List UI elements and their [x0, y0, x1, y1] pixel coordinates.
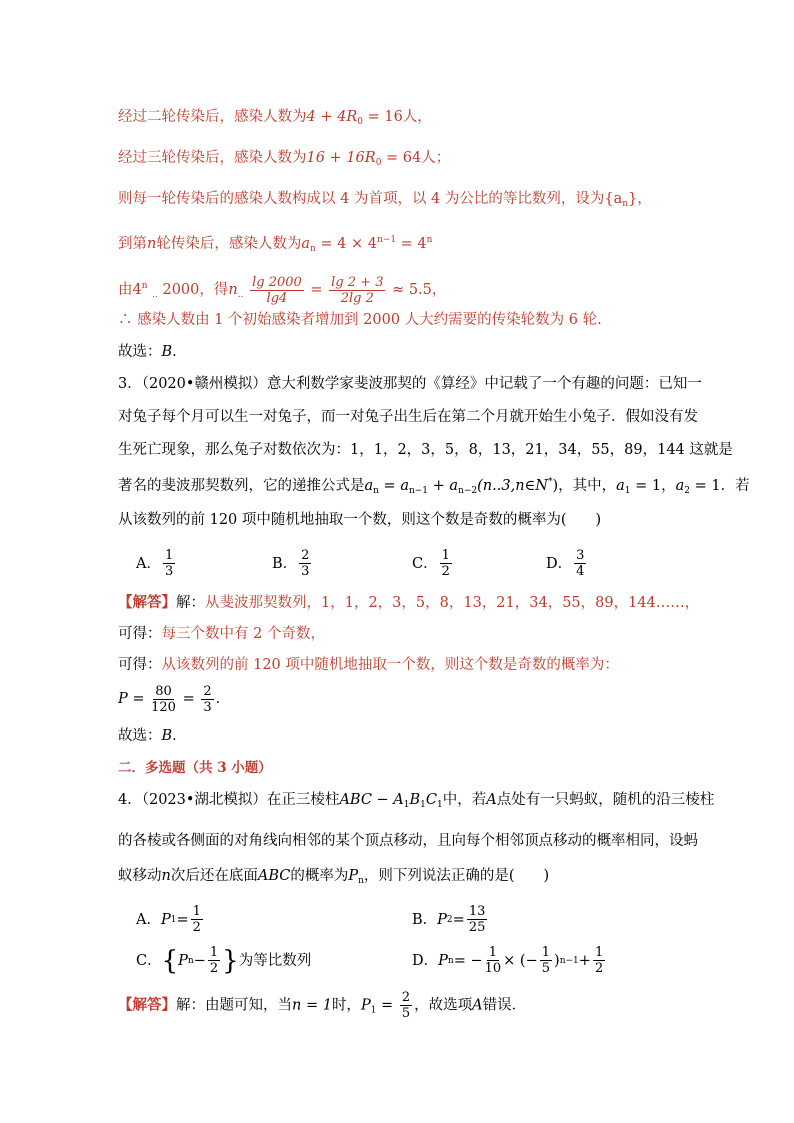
math: = 16 [362, 109, 403, 125]
text: 经过三轮传染后，感染人数为 [118, 150, 307, 166]
math: P [437, 911, 447, 928]
denominator: 120 [151, 699, 176, 715]
subscript: 2 [446, 914, 453, 925]
numerator: 2 [203, 683, 212, 699]
text: 人， [402, 109, 432, 125]
text: 的概率为 [290, 868, 349, 884]
text: 到第 [118, 236, 147, 252]
subscript: n [358, 876, 364, 886]
solution-line-round2 [118, 107, 432, 132]
math: 16 + 16R [306, 150, 376, 166]
subscript: 1 [420, 800, 426, 810]
option-label: C． [412, 555, 438, 572]
solution-conclusion [118, 310, 602, 330]
text: ，故选项 [414, 997, 473, 1014]
fraction [400, 990, 412, 1021]
numerator: lg 2000 [252, 274, 302, 290]
option-a[interactable] [136, 904, 205, 935]
text: 每三个数中有 2 个奇数， [161, 626, 325, 642]
math: = a [378, 478, 409, 494]
subscript: n [622, 199, 629, 209]
text: 中，若 [442, 792, 487, 808]
denominator: 3 [164, 564, 174, 579]
math: A [472, 997, 483, 1014]
subscript: n [187, 955, 194, 966]
text: ，其中， [558, 478, 617, 494]
fraction [208, 945, 220, 976]
math: = [305, 282, 328, 298]
subscript: 1 [170, 914, 177, 925]
option-c[interactable] [412, 548, 454, 579]
math: a [616, 478, 625, 494]
math: a [675, 478, 685, 494]
math: n [147, 236, 157, 252]
math: ) [554, 952, 560, 969]
math: + a [428, 478, 459, 494]
solution-line-round3 [118, 148, 450, 173]
option-label: B． [272, 555, 298, 572]
fraction [151, 684, 176, 715]
denominator: 3 [203, 699, 212, 715]
option-label: A． [136, 555, 161, 572]
numerator: 2 [401, 990, 411, 1005]
math: C [425, 792, 438, 808]
question-3-line2 [118, 407, 698, 427]
subscript: n [310, 244, 316, 254]
section-heading [118, 758, 272, 778]
math: n = 1 [292, 997, 332, 1014]
question-3-line1 [118, 374, 702, 394]
denominator: 5 [401, 1006, 411, 1021]
subscript: n [373, 486, 379, 496]
math: P [360, 997, 371, 1014]
math: = [177, 691, 200, 707]
numerator: 1 [192, 904, 201, 919]
math: = 4 × 4 [315, 236, 377, 252]
text: ， [637, 191, 652, 207]
brace: { [161, 945, 179, 976]
text: ，得 [199, 282, 229, 298]
numerator: 1 [541, 945, 551, 960]
question-3-line3 [118, 440, 733, 460]
numerator: 1 [441, 548, 450, 563]
text: 人； [421, 150, 451, 166]
math: ABC [257, 868, 291, 884]
math: P [160, 911, 171, 928]
denominator: 3 [301, 564, 310, 579]
option-a[interactable] [136, 548, 177, 579]
text: 解： [176, 595, 205, 611]
math: n [228, 282, 238, 298]
math: A [486, 792, 497, 808]
subscript: n−2 [458, 486, 478, 496]
math: = [176, 911, 189, 928]
option-c[interactable] [136, 945, 311, 976]
option-label: D． [412, 952, 439, 969]
subscript: 1 [437, 800, 443, 810]
denominator: 2 [441, 564, 450, 579]
heading-text: 二．多选题（共 3 小题） [118, 760, 272, 776]
math: ABC − A [339, 792, 404, 808]
subscript: 2 [684, 486, 690, 496]
text: 经过二轮传染后，感染人数为 [118, 109, 307, 125]
text: 4．（2023•湖北模拟）在正三棱柱 [118, 792, 340, 808]
text: 著名的斐波那契数列，它的递推公式是 [118, 478, 365, 494]
math: 4 [132, 282, 142, 298]
numerator: 80 [155, 683, 172, 699]
superscript: n [426, 235, 433, 245]
text: 的各棱或各侧面的对角线向相邻的某个顶点移动，且向每个相邻顶点移动的概率相同，设蚂 [118, 833, 698, 849]
numerator: 1 [594, 945, 604, 960]
subscript: n−1 [408, 486, 429, 496]
text: 由 [118, 282, 133, 298]
text: 轮传染后，感染人数为 [156, 236, 302, 252]
math: ) [552, 478, 559, 494]
math: 2000 [157, 282, 200, 298]
math: 4 + 4R [306, 109, 358, 125]
solution-line-log [118, 270, 446, 311]
subscript: 1 [370, 1005, 377, 1016]
denominator: 4 [576, 564, 585, 579]
math: a [301, 236, 310, 252]
solution-line-sequence [118, 189, 652, 214]
option-d[interactable] [546, 548, 588, 579]
solution-q4-line1 [118, 990, 526, 1026]
fraction [163, 548, 175, 579]
text: 可得： [118, 657, 162, 673]
question-4-line3 [118, 866, 549, 891]
numerator: 1 [488, 945, 498, 960]
option-b[interactable] [272, 548, 313, 579]
question-4-line1 [118, 790, 714, 815]
answer-line-q3 [118, 726, 187, 746]
answer-letter: B [161, 728, 173, 744]
math: − [193, 952, 206, 969]
denominator: 5 [541, 961, 551, 976]
text: 生死亡现象，那么兔子对数依次为：1，1，2，3，5，8，13，21，34，55，89，144 这就是 [118, 442, 733, 458]
option-label: C． [136, 952, 162, 969]
math: = [452, 911, 465, 928]
math: = [127, 691, 150, 707]
text: 从该数列的前 120 项中随机地抽取一个数，则这个数是奇数的概率为( ) [118, 512, 602, 528]
math: B [409, 792, 421, 808]
math: = 1 [630, 478, 662, 494]
numerator: lg 2 + 3 [331, 274, 384, 290]
math: P [178, 952, 188, 969]
question-3-line5 [118, 510, 601, 530]
text: ，则下列说法正确的是( ) [363, 868, 550, 884]
subscript: 1 [403, 800, 410, 810]
text: 时， [331, 997, 361, 1014]
text: ． [172, 728, 187, 744]
math: } [628, 191, 638, 207]
numerator: 13 [468, 904, 486, 919]
solution-line-nth-round [118, 230, 432, 259]
numerator: 3 [576, 548, 585, 563]
subscript: n [447, 955, 454, 966]
text: . [172, 344, 177, 360]
subscript: 0 [375, 158, 382, 168]
math: = 1 [690, 478, 721, 494]
question-3-line4 [118, 472, 750, 501]
math: a [364, 478, 374, 494]
fraction [329, 275, 385, 306]
denominator: 10 [484, 961, 502, 976]
solution-tag: 【解答】 [118, 594, 176, 611]
text: ∴ 感染人数由 1 个初始感染者增加到 2000 人大约需要的传染轮数为 6 轮. [118, 312, 602, 328]
solution-tag: 【解答】 [118, 996, 176, 1014]
math: P [118, 691, 128, 707]
text: ， [431, 282, 447, 298]
solution-q3-line4 [118, 682, 230, 716]
math: {a [604, 191, 623, 207]
fraction [574, 548, 586, 579]
brace: } [222, 945, 239, 976]
superscript: n−1 [559, 955, 579, 966]
math: + [578, 952, 591, 969]
text: 从斐波那契数列，1，1，2，3，5，8，13，21，34，55，89，144……， [205, 595, 700, 611]
subscript: 1 [624, 486, 631, 496]
text: 点处有一只蚂蚁，随机的沿三棱柱 [496, 792, 715, 808]
text: 故选： [118, 344, 162, 360]
math: (n..3,n∈N [477, 478, 548, 494]
numerator: 1 [209, 945, 219, 960]
denominator: 25 [468, 920, 486, 935]
text: ， [661, 478, 676, 494]
text: 则每一轮传染后的感染人数构成以 4 为首项，以 4 为公比的等比数列，设为 [118, 191, 605, 207]
numerator: 2 [301, 548, 310, 563]
answer-letter: B [161, 344, 173, 360]
fraction [191, 904, 203, 935]
option-label: A． [136, 911, 161, 928]
text: 错误． [482, 997, 527, 1014]
superscript: * [547, 477, 553, 487]
fraction [299, 548, 311, 579]
option-label: D． [546, 555, 573, 572]
math: × (− [503, 952, 538, 969]
denominator: 2lg 2 [340, 290, 374, 306]
subscript: 0 [357, 117, 363, 127]
numerator: 1 [164, 548, 174, 563]
question-4-line2 [118, 831, 698, 851]
math: P [348, 868, 359, 884]
text: 3．（2020•赣州模拟）意大利数学家斐波那契的《算经》中记载了一个有趣的问题：已知一 [118, 376, 702, 392]
text: 为等比数列 [238, 952, 312, 969]
math: n [161, 868, 171, 884]
fraction [250, 275, 304, 306]
denominator: 2 [594, 961, 604, 976]
denominator: 2 [192, 920, 201, 935]
text: 从该数列的前 120 项中随机地抽取一个数，则这个数是奇数的概率为： [161, 657, 619, 673]
fraction [467, 904, 488, 935]
solution-q3-line2 [118, 624, 325, 644]
math: .. [237, 290, 244, 300]
text: 蚁移动 [118, 868, 162, 884]
text: 故选： [118, 728, 162, 744]
math: = 4 [396, 236, 427, 252]
text: ．若 [720, 478, 750, 494]
superscript: n−1 [376, 235, 397, 245]
fraction [485, 945, 502, 976]
solution-q3-line3 [118, 655, 619, 675]
fraction [540, 945, 552, 976]
text: 可得： [118, 626, 162, 642]
math: .. [152, 290, 158, 300]
math: P [438, 952, 448, 969]
math: ≈ 5.5 [387, 282, 432, 298]
option-b[interactable] [412, 904, 489, 935]
answer-line-q2 [118, 342, 177, 362]
text: 次后还在底面 [170, 868, 258, 884]
text: ． [215, 691, 231, 707]
option-d[interactable] [412, 945, 607, 976]
text: 对兔子每个月可以生一对兔子，而一对兔子出生后在第二个月就开始生小兔子．假如没有发 [118, 409, 698, 425]
math: = [376, 997, 398, 1014]
denominator: lg4 [266, 290, 288, 306]
fraction [593, 945, 605, 976]
denominator: 2 [209, 961, 219, 976]
math: = 64 [381, 150, 422, 166]
text: 解：由题可知，当 [176, 997, 292, 1014]
fraction [201, 684, 213, 715]
solution-q3-line1 [118, 593, 699, 613]
math: = − [453, 952, 483, 969]
superscript: n [141, 281, 148, 291]
option-label: B． [412, 911, 438, 928]
fraction [440, 548, 452, 579]
